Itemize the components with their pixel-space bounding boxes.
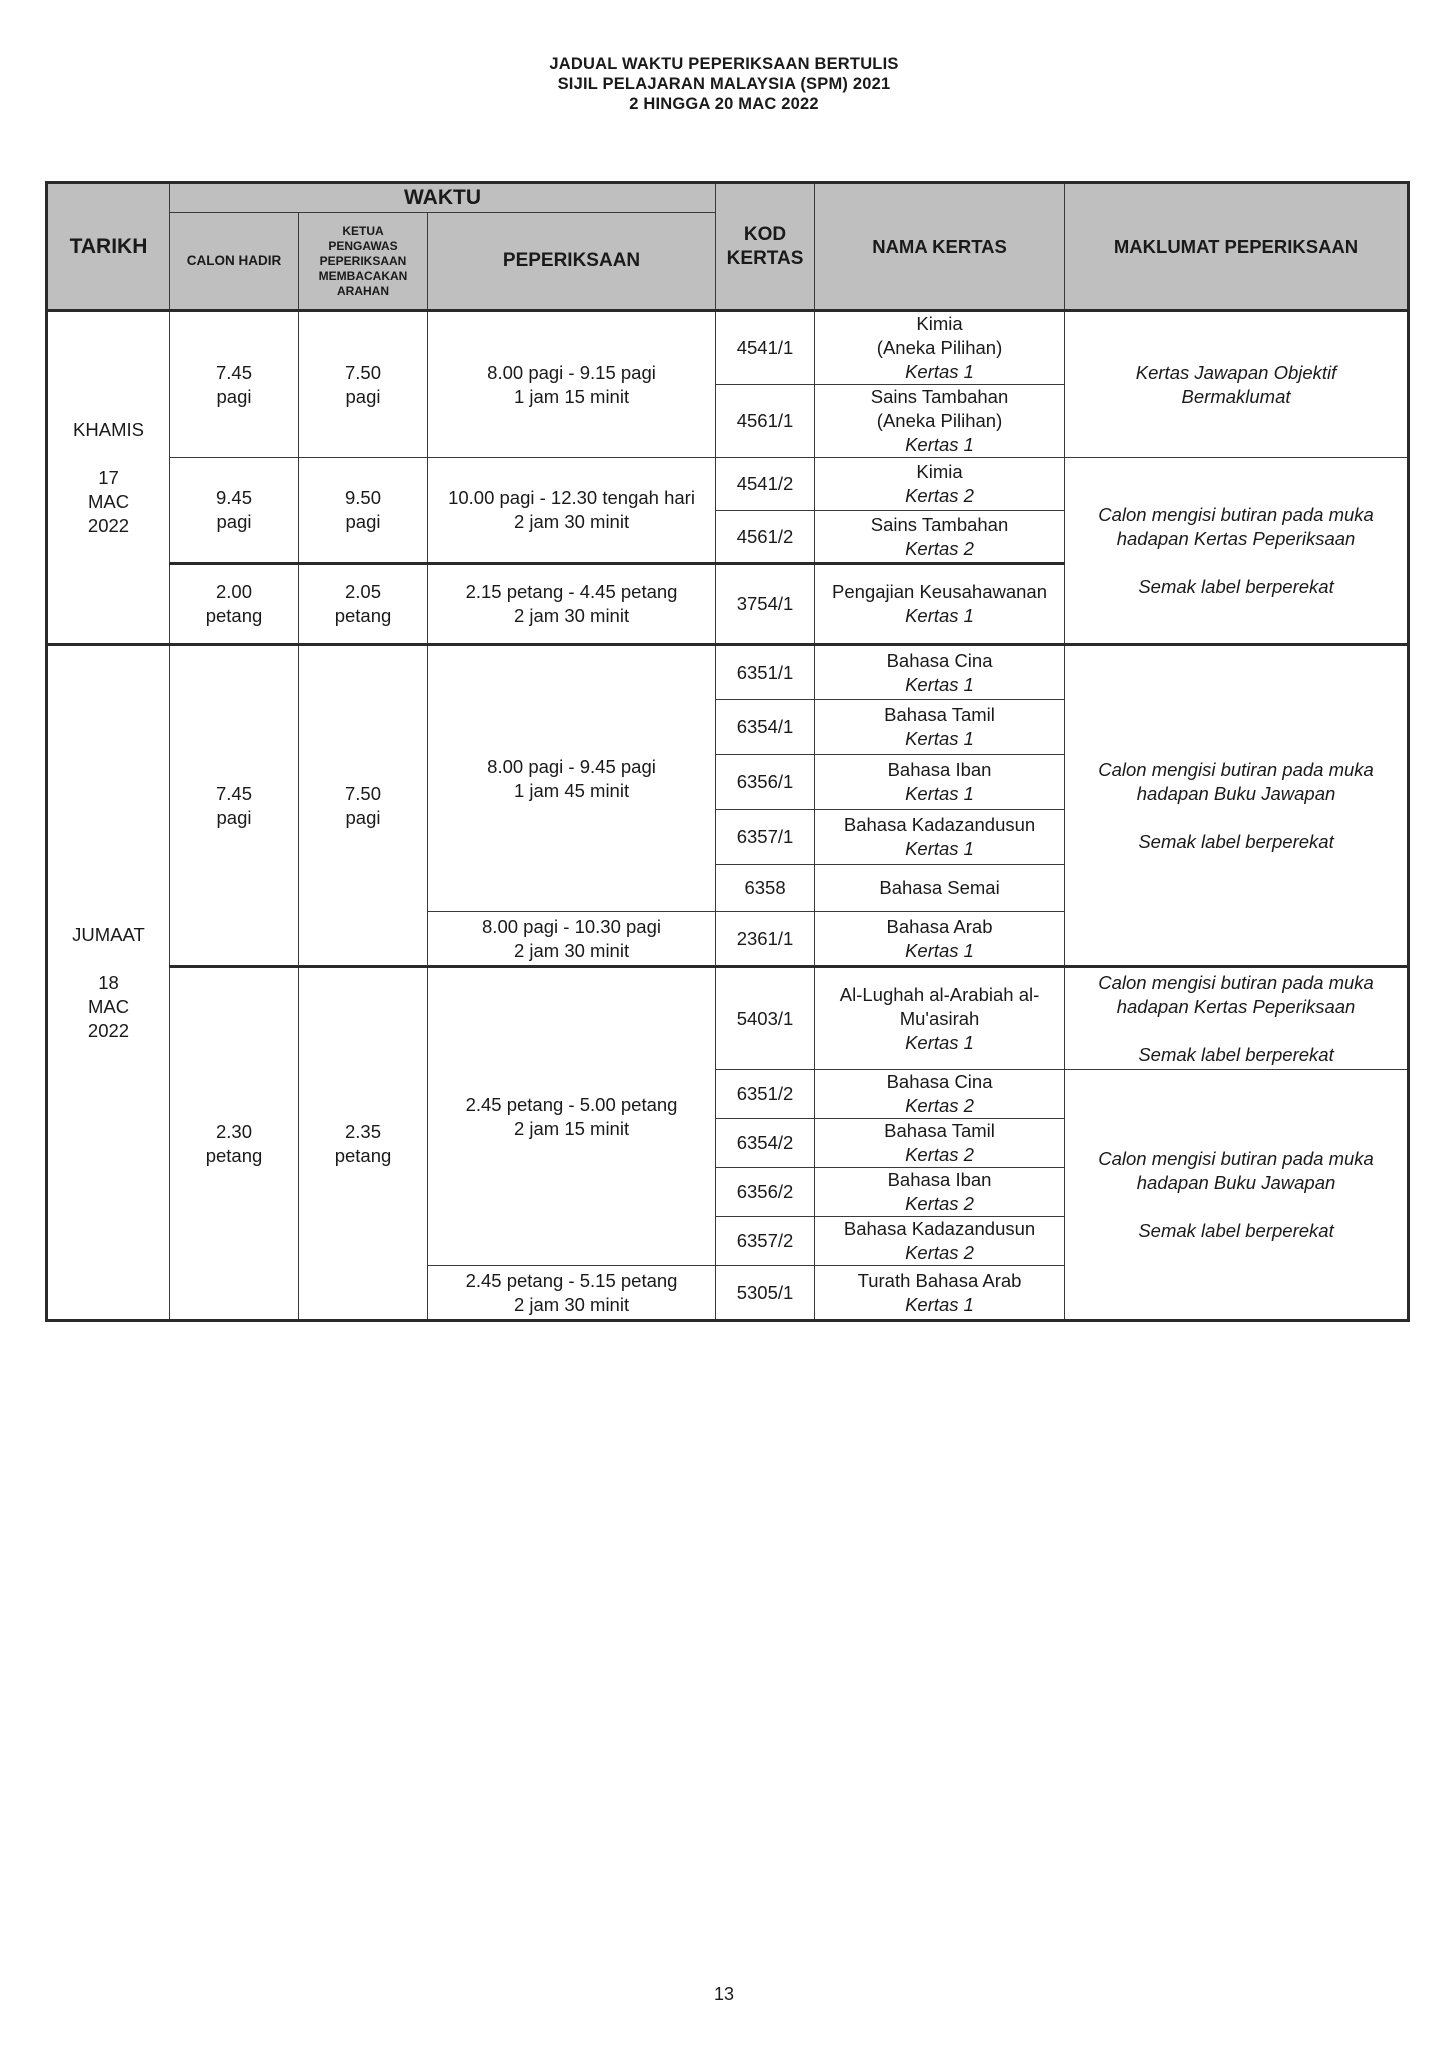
day-jumaat: JUMAAT 18 MAC 2022 — [47, 645, 170, 1321]
session-exam-time: 8.00 pagi - 9.15 pagi 1 jam 15 minit — [428, 311, 716, 458]
paper-code: 5305/1 — [716, 1266, 815, 1321]
paper-name: Bahasa Cina Kertas 1 — [815, 645, 1065, 700]
col-header-peperiksaan: PEPERIKSAAN — [428, 213, 716, 311]
paper-code: 6356/2 — [716, 1168, 815, 1217]
session-ketua-pengawas: 2.05 petang — [299, 564, 428, 645]
session-calon-hadir: 2.00 petang — [170, 564, 299, 645]
paper-code: 6354/1 — [716, 700, 815, 755]
paper-name: Pengajian Keusahawanan Kertas 1 — [815, 564, 1065, 645]
col-header-calon-hadir: CALON HADIR — [170, 213, 299, 311]
paper-name: Bahasa Iban Kertas 1 — [815, 755, 1065, 810]
paper-name: Sains Tambahan Kertas 2 — [815, 511, 1065, 564]
paper-name: Bahasa Iban Kertas 2 — [815, 1168, 1065, 1217]
exam-info: Calon mengisi butiran pada muka hadapan Kertas Peperiksaan Semak label berperekat — [1065, 967, 1409, 1070]
session-exam-time: 8.00 pagi - 10.30 pagi 2 jam 30 minit — [428, 912, 716, 967]
paper-name: Bahasa Tamil Kertas 1 — [815, 700, 1065, 755]
session-calon-hadir: 7.45 pagi — [170, 311, 299, 458]
col-header-ketua-pengawas: KETUA PENGAWAS PEPERIKSAAN MEMBACAKAN ARAHAN — [299, 213, 428, 311]
header-date-range: 2 HINGGA 20 MAC 2022 — [629, 95, 819, 113]
col-header-kod-kertas: KOD KERTAS — [716, 183, 815, 311]
page-number: 13 — [713, 1984, 735, 2004]
paper-name: Turath Bahasa Arab Kertas 1 — [815, 1266, 1065, 1321]
paper-code: 4561/1 — [716, 385, 815, 458]
session-ketua-pengawas: 7.50 pagi — [299, 311, 428, 458]
paper-code: 6357/1 — [716, 810, 815, 865]
paper-code: 2361/1 — [716, 912, 815, 967]
document-header — [0, 54, 1448, 114]
paper-name: Bahasa Semai — [815, 865, 1065, 912]
col-header-maklumat: MAKLUMAT PEPERIKSAAN — [1065, 183, 1409, 311]
session-exam-time: 10.00 pagi - 12.30 tengah hari 2 jam 30 minit — [428, 458, 716, 564]
paper-code: 6351/2 — [716, 1070, 815, 1119]
paper-name: Bahasa Tamil Kertas 2 — [815, 1119, 1065, 1168]
exam-info: Kertas Jawapan Objektif Bermaklumat — [1065, 311, 1409, 458]
session-calon-hadir: 9.45 pagi — [170, 458, 299, 564]
paper-code: 3754/1 — [716, 564, 815, 645]
paper-code: 5403/1 — [716, 967, 815, 1070]
session-exam-time: 2.15 petang - 4.45 petang 2 jam 30 minit — [428, 564, 716, 645]
col-header-tarikh: TARIKH — [47, 183, 170, 311]
paper-code: 6351/1 — [716, 645, 815, 700]
paper-name: Bahasa Kadazandusun Kertas 2 — [815, 1217, 1065, 1266]
exam-timetable — [45, 181, 1410, 1322]
col-header-waktu: WAKTU — [170, 183, 716, 213]
paper-code: 6356/1 — [716, 755, 815, 810]
paper-code: 4541/1 — [716, 311, 815, 385]
paper-name: Bahasa Cina Kertas 2 — [815, 1070, 1065, 1119]
session-ketua-pengawas: 7.50 pagi — [299, 645, 428, 967]
header-subtitle: SIJIL PELAJARAN MALAYSIA (SPM) 2021 — [557, 75, 891, 93]
paper-name: Sains Tambahan (Aneka Pilihan) Kertas 1 — [815, 385, 1065, 458]
paper-name: Kimia Kertas 2 — [815, 458, 1065, 511]
paper-name: Kimia (Aneka Pilihan) Kertas 1 — [815, 311, 1065, 385]
header-title: JADUAL WAKTU PEPERIKSAAN BERTULIS — [549, 55, 899, 73]
day-khamis: KHAMIS 17 MAC 2022 — [47, 311, 170, 645]
exam-info: Calon mengisi butiran pada muka hadapan Kertas Peperiksaan Semak label berperekat — [1065, 458, 1409, 645]
paper-code: 6357/2 — [716, 1217, 815, 1266]
session-exam-time: 8.00 pagi - 9.45 pagi 1 jam 45 minit — [428, 645, 716, 912]
paper-name: Bahasa Arab Kertas 1 — [815, 912, 1065, 967]
session-ketua-pengawas: 2.35 petang — [299, 967, 428, 1321]
paper-code: 6354/2 — [716, 1119, 815, 1168]
session-exam-time: 2.45 petang - 5.15 petang 2 jam 30 minit — [428, 1266, 716, 1321]
paper-code: 4541/2 — [716, 458, 815, 511]
exam-info: Calon mengisi butiran pada muka hadapan Buku Jawapan Semak label berperekat — [1065, 1070, 1409, 1321]
session-exam-time: 2.45 petang - 5.00 petang 2 jam 15 minit — [428, 967, 716, 1266]
col-header-nama-kertas: NAMA KERTAS — [815, 183, 1065, 311]
paper-code: 6358 — [716, 865, 815, 912]
exam-info: Calon mengisi butiran pada muka hadapan Buku Jawapan Semak label berperekat — [1065, 645, 1409, 967]
paper-name: Al-Lughah al-Arabiah al- Mu'asirah Kertas 1 — [815, 967, 1065, 1070]
session-calon-hadir: 2.30 petang — [170, 967, 299, 1321]
paper-name: Bahasa Kadazandusun Kertas 1 — [815, 810, 1065, 865]
session-calon-hadir: 7.45 pagi — [170, 645, 299, 967]
session-ketua-pengawas: 9.50 pagi — [299, 458, 428, 564]
paper-code: 4561/2 — [716, 511, 815, 564]
